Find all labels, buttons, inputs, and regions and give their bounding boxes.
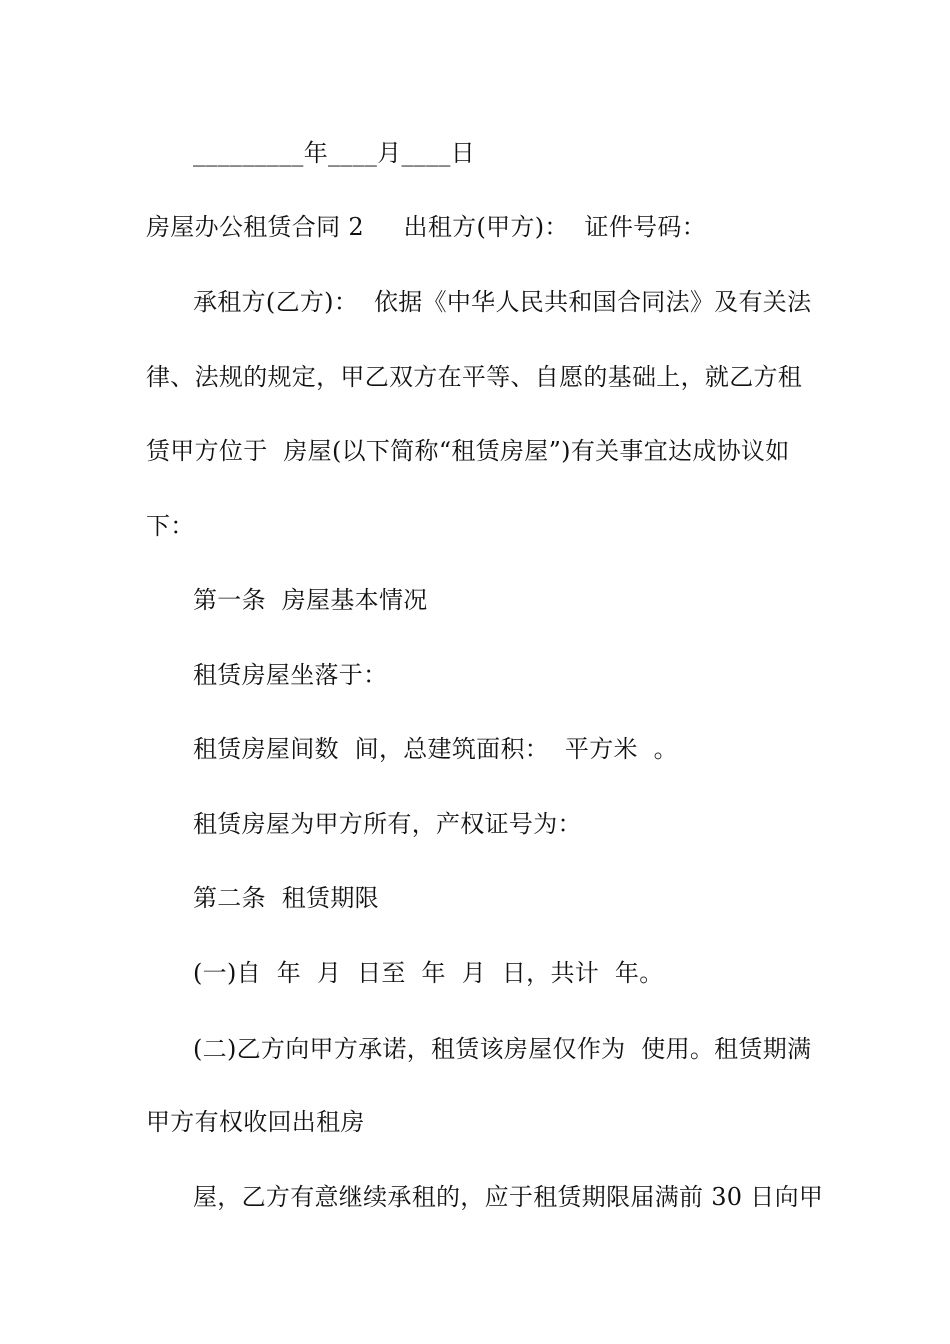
paragraph-line: (一)自 年 月 日至 年 月 日，共计 年。: [193, 959, 664, 987]
title-line: 房屋办公租赁合同 2 出租方(甲方)： 证件号码：: [146, 213, 707, 241]
paragraph-line: 租赁房屋间数 间，总建筑面积： 平方米 。: [193, 735, 678, 763]
paragraph-line: 甲方有权收回出租房: [146, 1108, 365, 1136]
paragraph-line: 屋，乙方有意继续承租的，应于租赁期限届满前 30 日向甲: [193, 1183, 824, 1211]
section-heading: 第一条 房屋基本情况: [193, 586, 428, 614]
paragraph-line: 律、法规的规定，甲乙双方在平等、自愿的基础上，就乙方租: [146, 363, 803, 391]
paragraph-line: 下：: [146, 512, 195, 540]
paragraph-line: 承租方(乙方)： 依据《中华人民共和国合同法》及有关法: [193, 288, 812, 316]
paragraph-line: 租赁房屋坐落于：: [193, 661, 388, 689]
paragraph-line: 赁甲方位于 房屋(以下简称“租赁房屋”)有关事宜达成协议如: [146, 437, 790, 465]
date-line: _________年____月____日: [193, 139, 475, 167]
paragraph-line: 租赁房屋为甲方所有，产权证号为：: [193, 810, 582, 838]
section-heading: 第二条 租赁期限: [193, 884, 379, 912]
paragraph-line: (二)乙方向甲方承诺，租赁该房屋仅作为 使用。租赁期满: [193, 1035, 812, 1063]
